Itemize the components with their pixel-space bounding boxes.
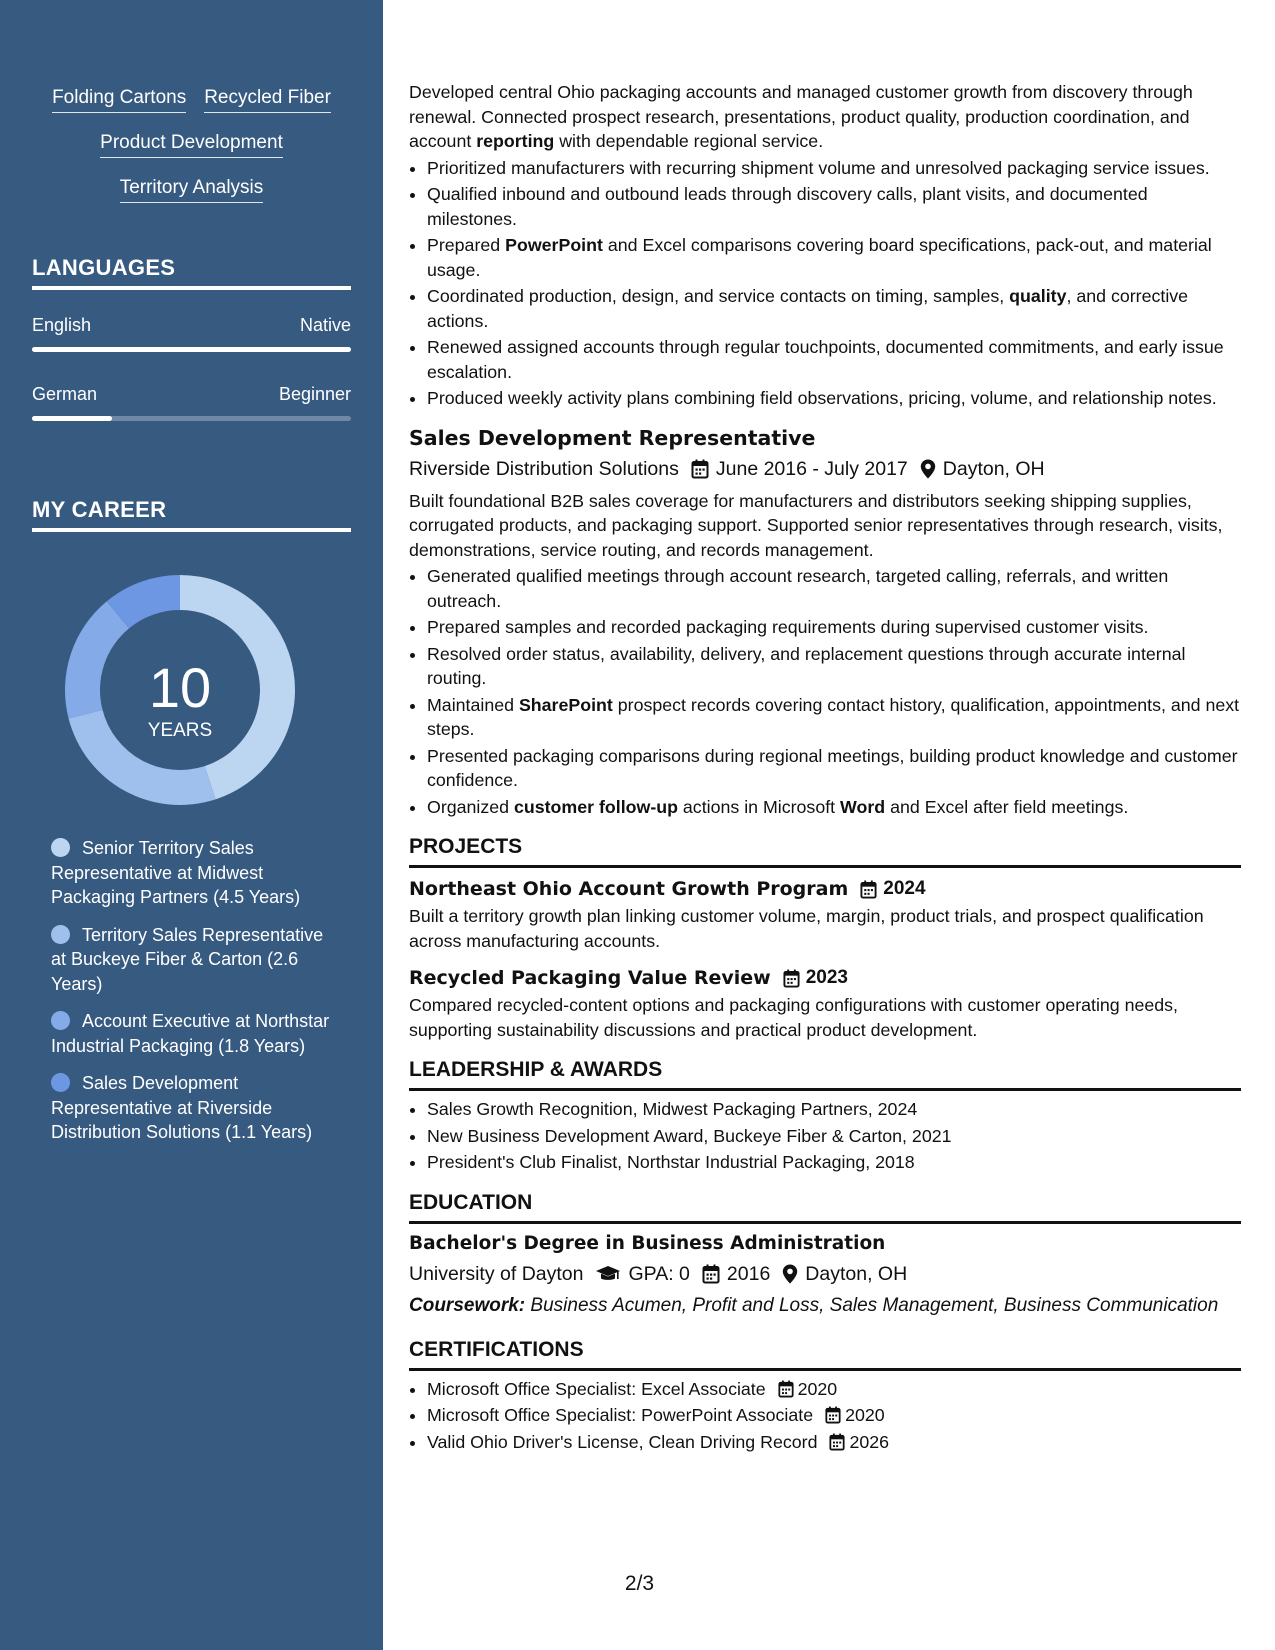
career-item-text: Territory Sales Representative at Buckeye Fiber & Carton (2.6 Years)	[51, 924, 324, 994]
career-dot	[51, 925, 70, 944]
project-description: Built a territory growth plan linking customer volume, margin, product trials, and prospect qualification across manufacturing accounts.	[409, 906, 1204, 951]
text-run: Developed central Ohio packaging accounts and managed customer growth from discovery through renewal. Connected prospect research, presentations, product quality, production coordination, and account	[409, 82, 1193, 151]
skill-tag: Folding Cartons	[52, 84, 186, 113]
text-run: Resolved order status, availability, delivery, and replacement questions through accurate internal routing.	[427, 643, 1186, 688]
career-dot	[51, 1011, 70, 1030]
career-item	[51, 836, 341, 910]
job-bullet	[427, 182, 1241, 231]
language-name: English	[32, 315, 92, 335]
job-summary	[409, 80, 1241, 154]
career-list	[51, 836, 341, 1158]
bold-keyword: quality	[1009, 286, 1067, 306]
job-title: Sales Development Representative	[409, 425, 816, 450]
career-item-text: Senior Territory Sales Representative at Midwest Packaging Partners (4.5 Years)	[51, 838, 301, 907]
text-run: Prepared	[427, 235, 506, 255]
skill-row	[0, 129, 383, 174]
coursework-label: Coursework:	[409, 1294, 526, 1316]
skill-tag: Recycled Fiber	[204, 84, 331, 113]
skill-tag: Territory Analysis	[120, 174, 264, 203]
bold-keyword: reporting	[476, 131, 555, 151]
school-name: University of Dayton	[409, 1262, 584, 1285]
graduation-cap-icon	[595, 1265, 621, 1283]
page-number: 2/3	[624, 1572, 655, 1595]
job-bullet	[427, 233, 1241, 282]
awards-heading: LEADERSHIP & AWARDS	[409, 1056, 1241, 1091]
graduation-year: 2016	[726, 1262, 771, 1285]
award-item: • Sales Growth Recognition, Midwest Packaging Partners, 2024	[427, 1097, 1241, 1122]
certification-year: 2020	[797, 1378, 838, 1399]
text-run: Qualified inbound and outbound leads through discovery calls, plant visits, and documented milestones.	[427, 184, 1148, 229]
job-dates: June 2016 - July 2017	[715, 457, 908, 480]
degree-title: Bachelor's Degree in Business Administration	[409, 1232, 886, 1254]
certification-year: 2020	[845, 1405, 885, 1425]
project-title: Northeast Ohio Account Growth Program	[409, 878, 849, 900]
skill-row	[0, 84, 383, 129]
text-run: Prioritized manufacturers with recurring shipment volume and unresolved packaging service issues.	[427, 157, 1210, 178]
language-item	[32, 383, 351, 421]
bold-keyword: PowerPoint	[505, 235, 603, 255]
job-bullet	[427, 642, 1241, 691]
job-bullet	[427, 564, 1241, 613]
job-bullet	[427, 284, 1241, 333]
career-total: 10	[148, 656, 212, 719]
job-summary	[409, 489, 1241, 563]
certifications-heading: CERTIFICATIONS	[409, 1336, 1241, 1371]
languages-heading: LANGUAGES	[32, 254, 351, 290]
calendar-icon	[691, 459, 709, 479]
text-run: Maintained	[427, 694, 519, 715]
coursework	[409, 1294, 1241, 1318]
language-bar	[32, 347, 351, 352]
calendar-icon	[778, 1380, 794, 1398]
project-item	[409, 963, 1241, 1042]
text-run: Organized	[427, 796, 514, 817]
text-run: Produced weekly activity plans combining field observations, pricing, volume, and relationship notes.	[427, 388, 1217, 408]
sidebar	[0, 0, 383, 1650]
job-bullet	[427, 335, 1241, 384]
text-run: and Excel comparisons covering board specifications, pack-out, and material usage.	[427, 235, 1212, 280]
language-item	[32, 314, 351, 352]
career-unit: YEARS	[147, 720, 213, 741]
donut-segment	[65, 601, 129, 718]
text-run: and Excel after field meetings.	[885, 796, 1129, 817]
language-bar	[32, 416, 351, 421]
certification-item	[427, 1403, 1241, 1428]
bold-keyword: customer follow-up	[513, 796, 678, 817]
skill-row	[0, 174, 383, 219]
calendar-icon	[783, 969, 800, 988]
job-bullet	[427, 744, 1241, 793]
map-pin-icon	[782, 1264, 798, 1284]
career-item	[51, 1009, 341, 1058]
language-bar-fill	[32, 416, 112, 421]
projects-heading: PROJECTS	[409, 833, 1241, 868]
text-run: , and corrective actions.	[427, 286, 1189, 331]
text-run: actions in Microsoft	[677, 796, 841, 817]
calendar-icon	[860, 880, 877, 899]
coursework-list: Business Acumen, Profit and Loss, Sales Management, Business Communication	[525, 1294, 1219, 1316]
certification-item	[427, 1430, 1241, 1455]
certification-item	[427, 1377, 1241, 1402]
career-donut-chart	[64, 574, 296, 806]
education-heading: EDUCATION	[409, 1189, 1241, 1224]
education-meta	[409, 1258, 1241, 1290]
award-item: • President's Club Finalist, Northstar Industrial Packaging, 2018	[427, 1150, 1241, 1175]
job-bullets	[409, 156, 1241, 411]
job-bullet	[427, 693, 1241, 742]
job-company: Riverside Distribution Solutions	[409, 457, 679, 480]
project-title: Recycled Packaging Value Review	[409, 967, 771, 989]
calendar-icon	[702, 1264, 720, 1284]
job-location: Dayton, OH	[942, 457, 1045, 480]
text-run: Presented packaging comparisons during regional meetings, building product knowledge and customer confidence.	[427, 745, 1238, 790]
certifications-list	[409, 1377, 1241, 1455]
page-number-wrap	[0, 1572, 1275, 1596]
certification-name: • Microsoft Office Specialist: Excel Associate	[427, 1378, 766, 1399]
text-run: with dependable regional service.	[554, 131, 824, 151]
career-item	[51, 923, 341, 997]
job-bullets	[409, 564, 1241, 819]
career-item-text: Sales Development Representative at Riverside Distribution Solutions (1.1 Years)	[51, 1073, 313, 1142]
career-heading: MY CAREER	[32, 496, 351, 532]
calendar-icon	[825, 1406, 841, 1424]
awards-list	[409, 1097, 1241, 1175]
job-bullet	[427, 386, 1241, 411]
text-run: prospect records covering contact history, qualification, appointments, and next steps.	[427, 694, 1240, 739]
career-item	[51, 1071, 341, 1145]
school-location: Dayton, OH	[805, 1262, 908, 1285]
language-name: German	[32, 384, 98, 404]
text-run: Built foundational B2B sales coverage for manufacturers and distributors seeking shipping supplies, corrugated products, and packaging support. Supported senior representatives through research, visits, demonstrations, service routing, and records management.	[409, 490, 1223, 560]
language-level: Native	[299, 315, 351, 335]
project-description: Compared recycled-content options and packaging configurations with customer operating needs, supporting sustainability discussions and practical product development.	[409, 995, 1178, 1040]
job-bullet	[427, 615, 1241, 640]
skills-list	[0, 84, 383, 219]
career-item-text: Account Executive at Northstar Industrial Packaging (1.8 Years)	[51, 1011, 330, 1056]
certification-year: 2026	[849, 1431, 890, 1452]
map-pin-icon	[920, 459, 936, 479]
certification-name: • Valid Ohio Driver's License, Clean Driving Record	[427, 1431, 818, 1452]
text-run: Generated qualified meetings through account research, targeted calling, referrals, and written outreach.	[427, 566, 1169, 611]
calendar-icon	[829, 1433, 845, 1451]
job-bullet	[427, 156, 1241, 181]
certification-name: • Microsoft Office Specialist: PowerPoint Associate	[427, 1405, 814, 1425]
gpa: GPA: 0	[628, 1262, 690, 1285]
career-dot	[51, 838, 70, 857]
project-item	[409, 874, 1241, 953]
main-content	[409, 80, 1241, 1456]
language-level: Beginner	[278, 384, 351, 404]
job-meta	[409, 453, 1241, 485]
job-bullet	[427, 795, 1241, 820]
text-run: Renewed assigned accounts through regular touchpoints, documented commitments, and early issue escalation.	[427, 337, 1224, 382]
skill-tag: Product Development	[100, 129, 283, 158]
career-dot	[51, 1073, 70, 1092]
language-bar-fill	[32, 347, 351, 352]
bold-keyword: Word	[840, 796, 886, 817]
award-item: • New Business Development Award, Buckeye Fiber & Carton, 2021	[427, 1124, 1241, 1149]
bold-keyword: SharePoint	[518, 694, 613, 715]
text-run: Prepared samples and recorded packaging requirements during supervised customer visits.	[427, 617, 1149, 637]
text-run: Coordinated production, design, and service contacts on timing, samples,	[427, 286, 1010, 306]
project-year: 2023	[805, 967, 849, 988]
project-year: 2024	[883, 878, 926, 899]
